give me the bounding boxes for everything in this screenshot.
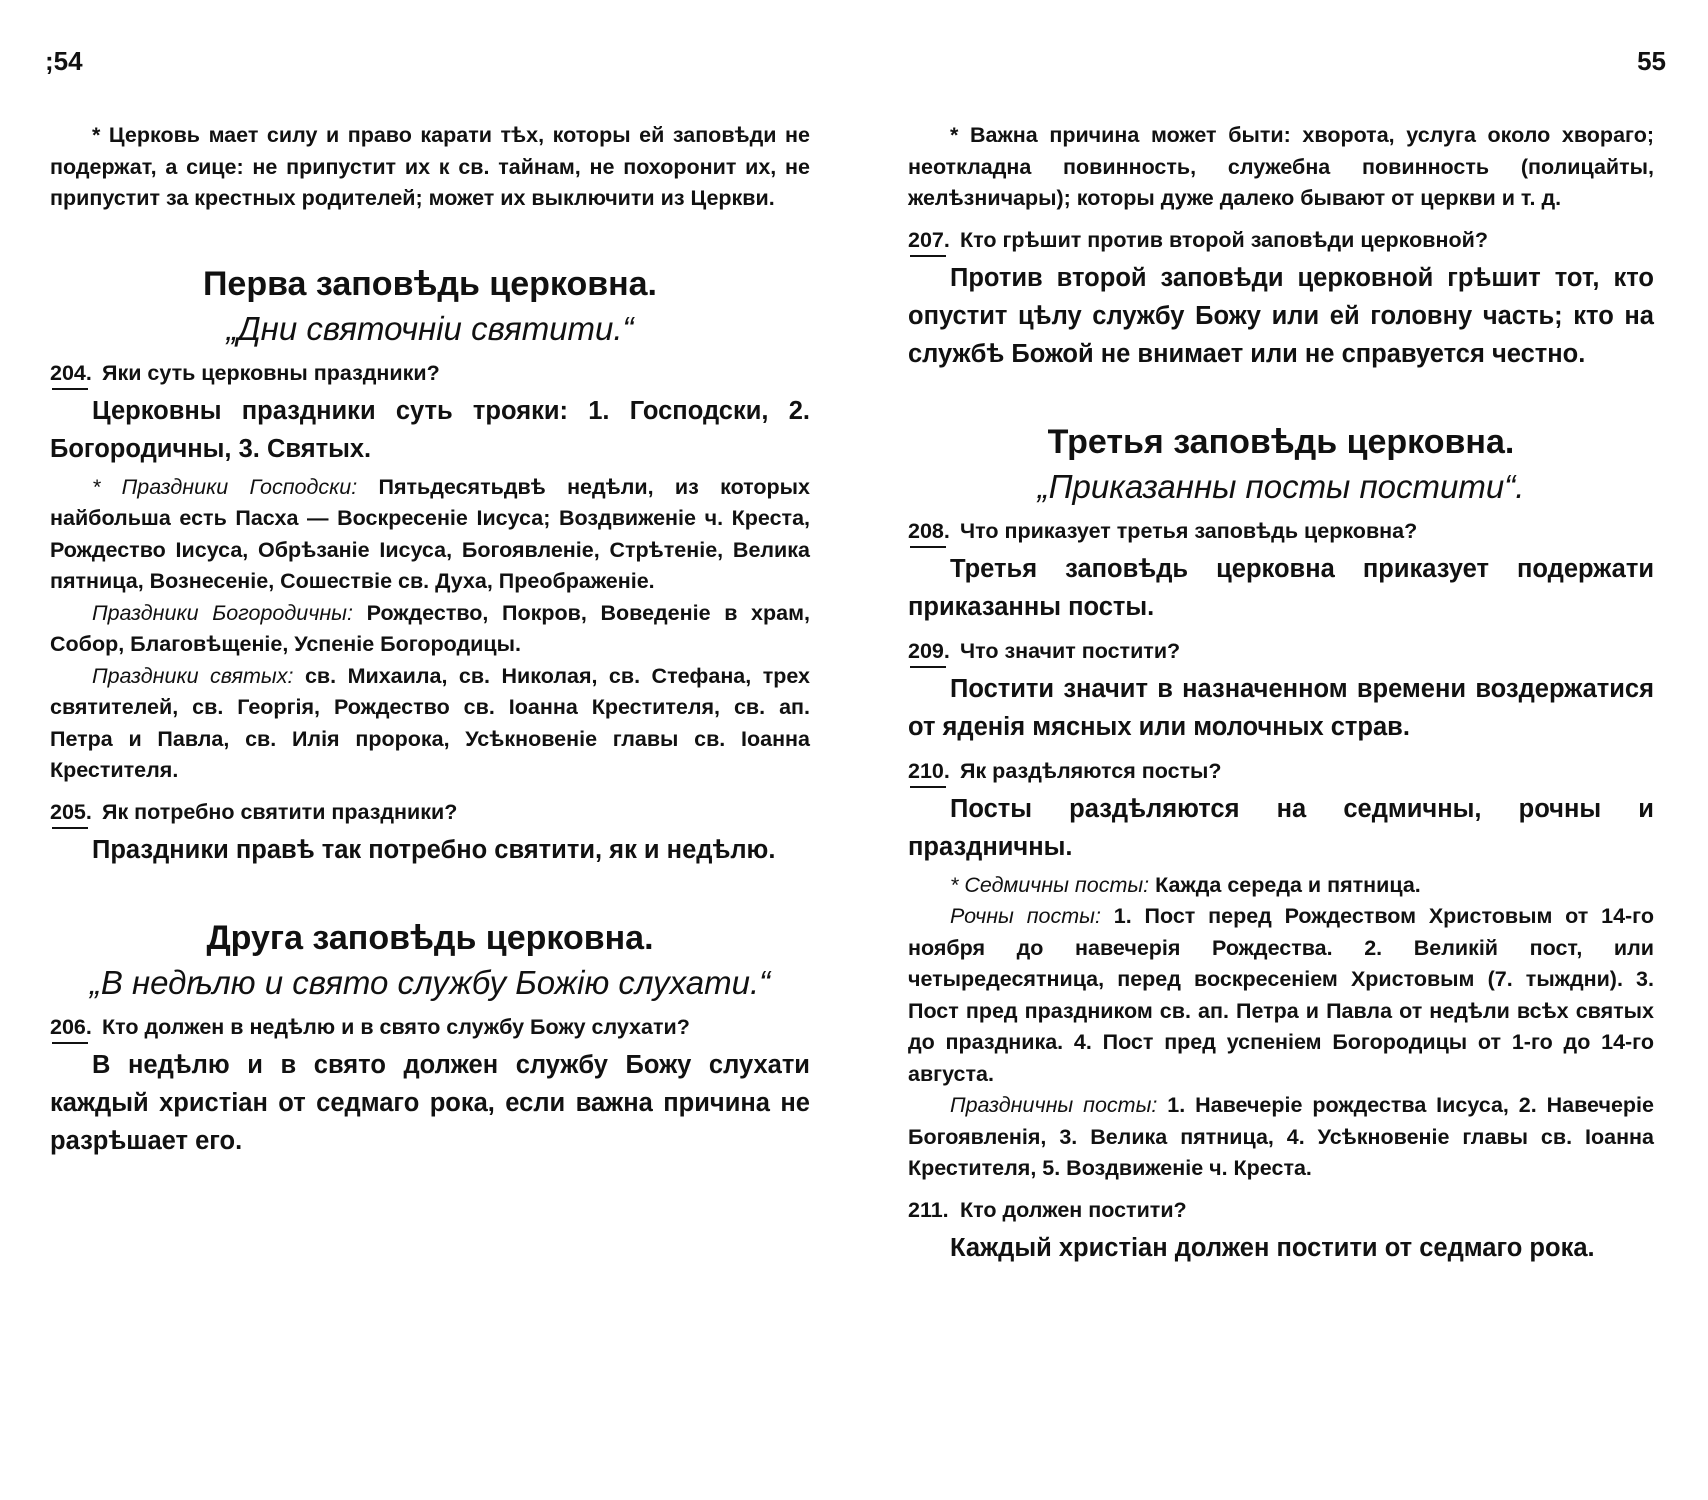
answer-206: В недѣлю и в свято должен службу Божу слухати каждый христіан от седмаго рока, если важна причина не разрѣшает его. bbox=[50, 1050, 810, 1155]
question-number: 210. bbox=[908, 756, 960, 786]
note-weekly-fasts bbox=[908, 870, 1654, 902]
answer-204: Церковны праздники суть трояки: 1. Господски, 2. Богородичны, 3. Святых. bbox=[50, 396, 810, 463]
intro-note-left: * Церковь мает силу и право карати тѣх, которы ей заповѣди не подержат, а сице: не припустит их к св. тайнам, не похоронит их, не припустит за крестных родителей; может их выключити из Церкви. bbox=[50, 123, 810, 210]
note-label: Рочны посты: bbox=[950, 904, 1101, 928]
question-text: Что приказует третья заповѣдь церковна? bbox=[960, 518, 1418, 543]
question-209 bbox=[908, 636, 1654, 666]
question-text: Кто должен постити? bbox=[960, 1197, 1187, 1222]
question-number: 204. bbox=[50, 358, 102, 388]
note-label: Праздники Богородичны: bbox=[92, 600, 353, 625]
note-text: Пятьдесятьдвѣ недѣли, из которых найбольша есть Пасха — Воскресеніе Іисуса; Воздвиженіе ч. Креста, Рождество Іисуса, Обрѣзаніе Іисуса, Богоявленіе, Стрѣтеніе, Велика пятница, Вознесеніе, Сошествіе св. Духа, Преображеніе. bbox=[50, 474, 810, 593]
question-205 bbox=[50, 797, 810, 827]
intro-note-right: * Важна причина может быти: хворота, услуга около хвораго; неоткладна повинность, служебна повинность (полицайты, желѣзничары); которы дуже далеко бывают от церкви и т. д. bbox=[908, 123, 1654, 210]
answer-209: Постити значит в назначенном времени воздержатися от яденія мясных или молочных страв. bbox=[908, 674, 1654, 741]
answer-211: Каждый христіан должен постити от седмаго рока. bbox=[950, 1233, 1595, 1262]
section-heading-first-commandment: Перва заповѣдь церковна. bbox=[202, 264, 658, 303]
question-number: 211. bbox=[908, 1197, 949, 1222]
question-number: 206. bbox=[50, 1012, 102, 1042]
answer-208: Третья заповѣдь церковна приказует подержати приказанны посты. bbox=[908, 554, 1654, 621]
question-204 bbox=[50, 358, 810, 388]
question-text: Кто грѣшит против второй заповѣди церковной? bbox=[960, 227, 1488, 252]
section-heading-second-commandment: Друга заповѣдь церковна. bbox=[206, 918, 654, 957]
note-text: Рождество, Покров, Воведеніе в храм, Собор, Благовѣщеніе, Успеніе Богородицы. bbox=[50, 600, 810, 656]
question-text: Яки суть церковны праздники? bbox=[102, 360, 440, 385]
note-label: * Седмичны посты: bbox=[950, 872, 1150, 897]
note-feast-fasts bbox=[908, 1090, 1654, 1185]
note-label: Праздничны посты: bbox=[950, 1093, 1158, 1117]
answer-210: Посты раздѣляются на седмичны, рочны и праздничны. bbox=[908, 794, 1654, 861]
question-number: 208. bbox=[908, 516, 960, 546]
note-saints-feasts bbox=[50, 661, 810, 787]
question-number: 207. bbox=[908, 225, 960, 255]
note-text: 1. Пост перед Рождеством Христовым от 14-го ноября до навечерія Рождества. 2. Великій пост, или четыредесятница, перед воскресеніем Христовым (7. тыждни). 3. Пост пред праздником св. ап. Петра и Павла от недѣли всѣх святых до праздника. 4. Пост пред успеніем Богородицы от 1-го до 14-го августа. bbox=[908, 904, 1654, 1086]
question-207 bbox=[908, 225, 1654, 255]
page-number-right: 55 bbox=[1637, 46, 1666, 76]
note-theotokos-feasts bbox=[50, 598, 810, 661]
question-text: Як раздѣляются посты? bbox=[960, 758, 1222, 783]
question-text: Як потребно святити праздники? bbox=[102, 799, 458, 824]
note-label: Праздники святых: bbox=[92, 663, 294, 688]
note-text: Кажда середа и пятница. bbox=[1155, 872, 1421, 897]
right-page bbox=[880, 0, 1708, 1500]
page-number-left: ;54 bbox=[45, 46, 83, 76]
answer-207: Против второй заповѣди церковной грѣшит тот, кто опустит цѣлу службу Божу или ей головну часть; кто на службѣ Божой не внимает или не справуется честно. bbox=[908, 263, 1654, 368]
right-column bbox=[908, 120, 1654, 1271]
section-subheading-second-commandment: „В недѣлю и свято службу Божію слухати.“ bbox=[89, 963, 771, 1001]
section-subheading-first-commandment: „Дни святочніи святити.“ bbox=[226, 309, 634, 347]
note-text: св. Михаила, св. Николая, св. Стефана, трех святителей, св. Георгія, Рождество св. Іоанна Крестителя, св. ап. Петра и Павла, св. Илія пророка, Усѣкновеніе главы св. Іоанна Крестителя. bbox=[50, 663, 811, 782]
question-text: Что значит постити? bbox=[960, 638, 1181, 663]
question-211 bbox=[908, 1195, 1654, 1225]
section-subheading-third-commandment: „Приказанны посты постити“. bbox=[1037, 467, 1525, 505]
note-label: * Праздники Господски: bbox=[92, 474, 358, 499]
question-206 bbox=[50, 1012, 810, 1042]
section-heading-third-commandment: Третья заповѣдь церковна. bbox=[1047, 422, 1515, 461]
note-yearly-fasts bbox=[908, 901, 1654, 1090]
question-210 bbox=[908, 756, 1654, 786]
question-208 bbox=[908, 516, 1654, 546]
note-lord-feasts bbox=[50, 472, 810, 598]
answer-205: Праздники правѣ так потребно святити, як и недѣлю. bbox=[92, 835, 776, 864]
question-number: 205. bbox=[50, 797, 102, 827]
question-text: Кто должен в недѣлю и в свято службу Божу слухати? bbox=[102, 1014, 690, 1039]
left-column bbox=[50, 120, 810, 1164]
note-text: 1. Навечеріе рождества Іисуса, 2. Навечеріе Богоявленія, 3. Велика пятница, 4. Усѣкновеніе главы св. Іоанна Крестителя, 5. Воздвиженіе ч. Креста. bbox=[908, 1093, 1654, 1180]
question-number: 209. bbox=[908, 636, 960, 666]
